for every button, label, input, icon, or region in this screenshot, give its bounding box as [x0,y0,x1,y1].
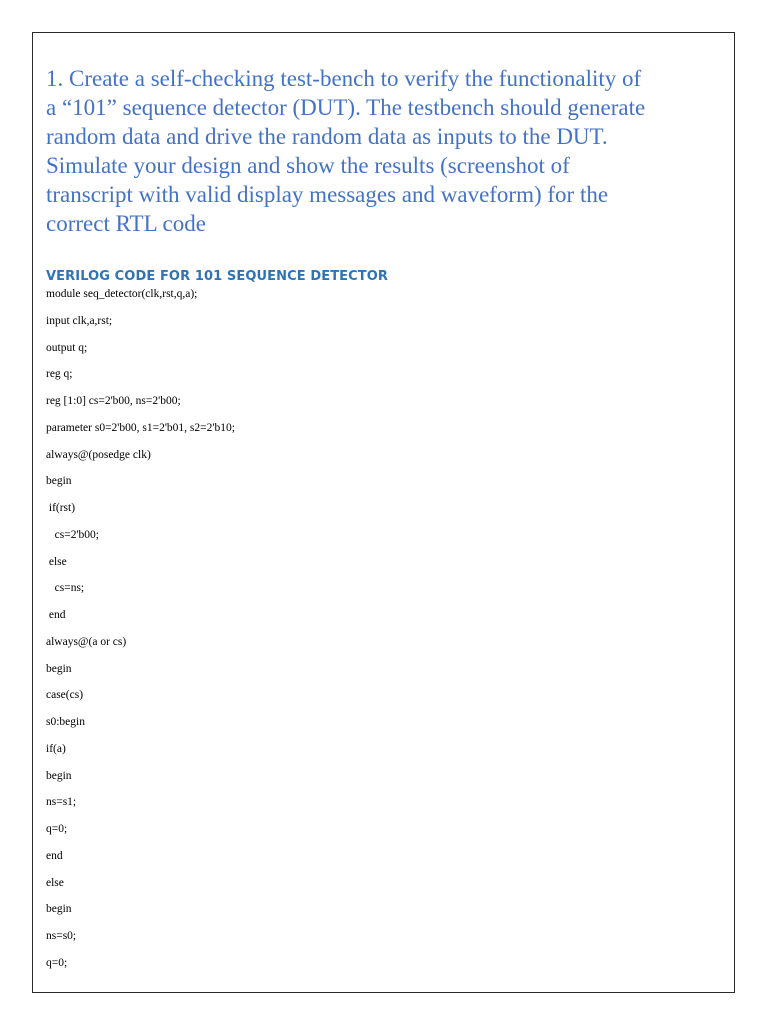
code-line: output q; [46,341,88,354]
code-line: s0:begin [46,716,85,728]
code-listing [46,287,235,983]
code-line: reg [1:0] cs=2'b00, ns=2'b00; [46,395,181,407]
code-line: end [46,849,63,862]
code-line: if(rst) [46,502,76,514]
code-line: cs=2'b00; [46,528,99,541]
code-line: else [46,876,64,889]
code-line: if(a) [46,742,66,755]
code-line: begin [46,662,72,675]
code-line: begin [46,769,72,782]
code-line: always@(posedge clk) [46,448,151,461]
code-line: end [46,609,66,621]
code-line: q=0; [46,956,68,969]
code-line: input clk,a,rst; [46,314,113,327]
code-line: ns=s0; [46,930,77,942]
code-line: reg q; [46,368,73,381]
section-heading: VERILOG CODE FOR 101 SEQUENCE DETECTOR [46,269,389,284]
question-line: 1. Create a self-checking test-bench to verify the functionality of [46,66,642,91]
code-line: always@(a or cs) [46,635,127,648]
code-line: begin [46,903,72,916]
question-line: a “101” sequence detector (DUT). The testbench should generate [46,95,646,120]
code-line: case(cs) [46,689,84,702]
question-text [46,64,726,238]
question-line: transcript with valid display messages and waveform) for the [46,182,609,207]
question-line: random data and drive the random data as inputs to the DUT. [46,124,608,149]
code-line: begin [46,475,72,488]
question-line: Simulate your design and show the results (screenshot of [46,153,570,178]
code-line: ns=s1; [46,796,77,809]
code-line: cs=ns; [46,582,85,595]
code-line: parameter s0=2'b00, s1=2'b01, s2=2'b10; [46,421,235,434]
code-line: else [46,555,67,568]
question-line: correct RTL code [46,211,206,236]
code-line: module seq_detector(clk,rst,q,a); [46,288,198,300]
code-line: q=0; [46,823,68,835]
